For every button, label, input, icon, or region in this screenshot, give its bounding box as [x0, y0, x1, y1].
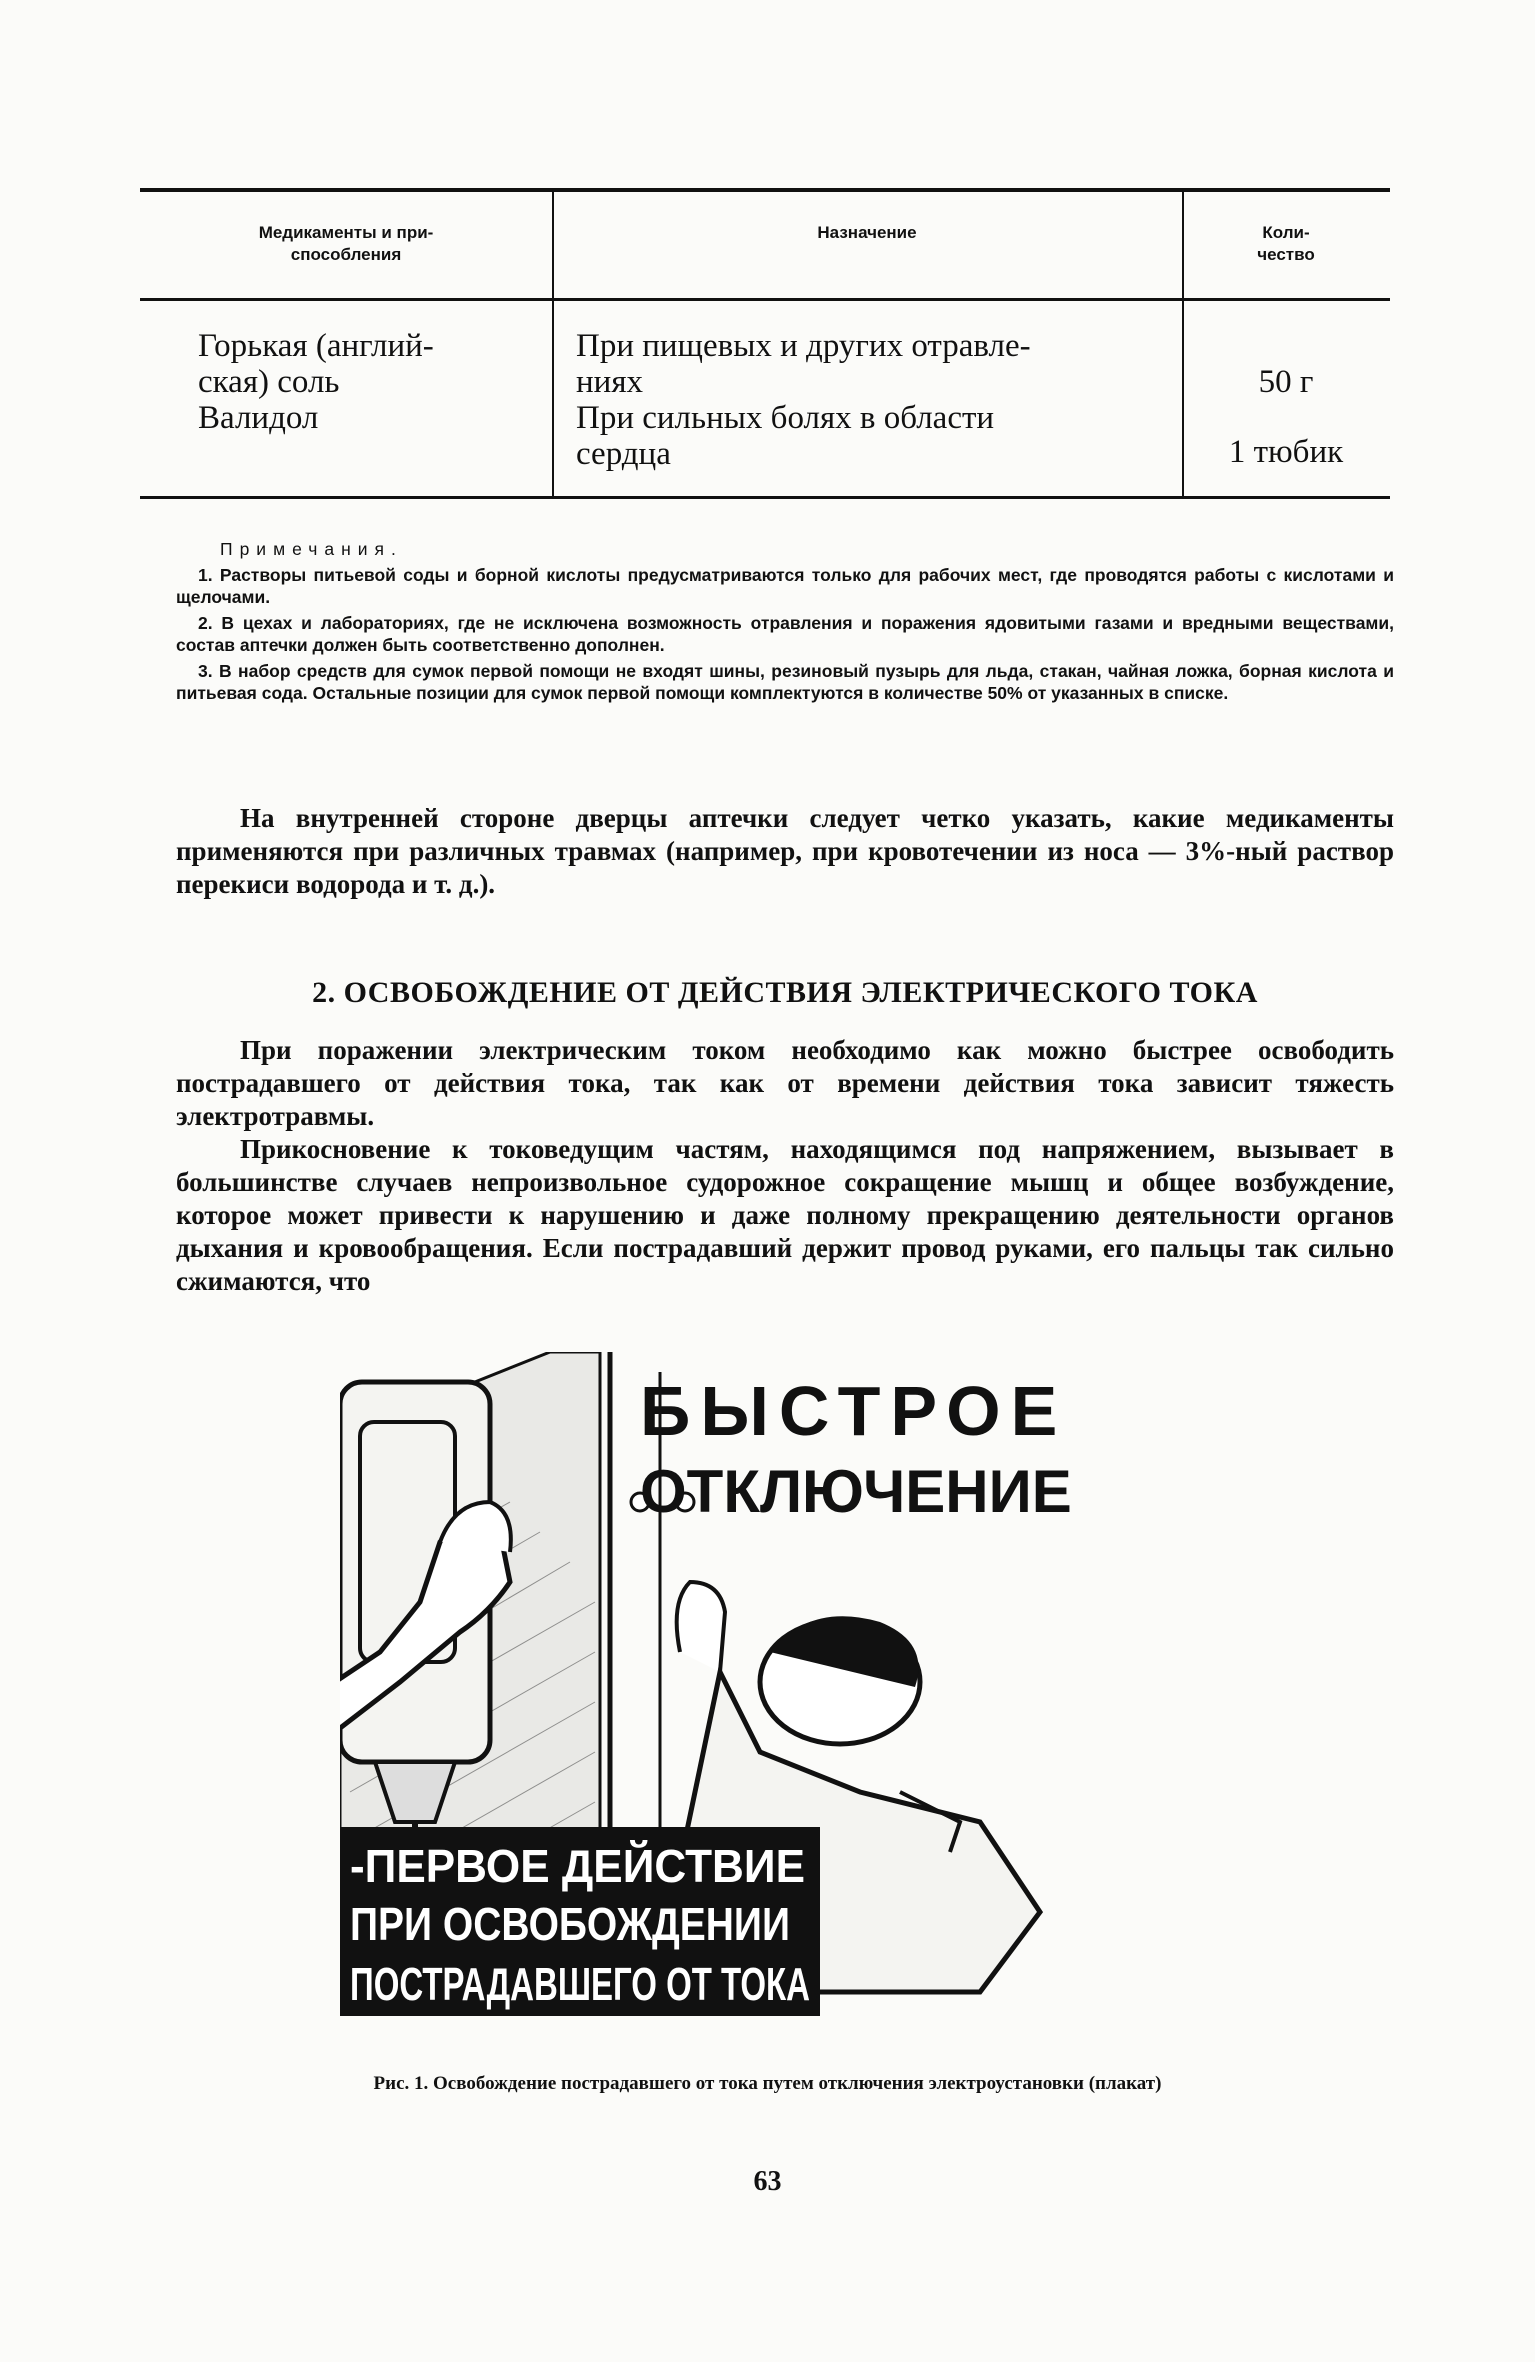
table-cell-purpose: При пищевых и других отравле- ниях При сильных болях в области сердца — [576, 328, 1031, 472]
table-cell-quantity: 1 тюбик — [1228, 434, 1344, 470]
section-heading: 2. ОСВОБОЖДЕНИЕ ОТ ДЕЙСТВИЯ ЭЛЕКТРИЧЕСКОГО ТОКА — [312, 976, 1258, 1009]
table-cell-quantity: 50 г — [1258, 364, 1314, 400]
poster-headline-1: БЫСТРОЕ — [640, 1372, 1068, 1450]
table-bottom-rule — [140, 496, 1390, 499]
table-header-items: Медикаменты и при- способления — [258, 223, 434, 264]
body-paragraph — [176, 802, 1394, 901]
table-notes — [176, 538, 1394, 708]
paragraph-text: На внутренней стороне дверцы аптечки следует четко указать, какие медикаменты применяются при различных травмах (например, при кровотечении из носа — 3%-ный раствор перекиси водорода и т. д.). — [176, 803, 1394, 899]
figure-caption: Рис. 1. Освобождение пострадавшего от тока путем отключения электроустановки (плакат) — [373, 2073, 1162, 2094]
poster-banner-line-1: -ПЕРВОЕ ДЕЙСТВИЕ — [350, 1840, 805, 1892]
paragraph-text: При поражении электрическим током необходимо как можно быстрее освободить пострадавшего от действия тока, так как от времени действия тока зависит тяжесть электротравмы. — [176, 1035, 1394, 1131]
poster-illustration — [340, 1352, 1224, 2016]
victim-hand-on-wire — [677, 1582, 725, 1672]
table-cell-item: Горькая (англий- ская) соль Валидол — [198, 328, 434, 436]
table-header-rule — [140, 298, 1390, 301]
body-paragraphs — [176, 1034, 1394, 1298]
table-header-quantity: Коли- чество — [1257, 223, 1315, 264]
paragraph-text: Прикосновение к токоведущим частям, находящимся под напряжением, вызывает в большинстве случаев непроизвольное судорожное сокращение мышц и общее возбуждение, которое может привести к нарушению и даже полному прекращению деятельности органов дыхания и кровообращения. Если пострадавший держит провод руками, его пальцы так сильно сжимаются, что — [176, 1134, 1394, 1296]
poster-banner-line-3: ПОСТРАДАВШЕГО ОТ ТОКА — [350, 1958, 810, 2010]
notes-title: Примечания. — [220, 539, 403, 559]
table-top-rule — [140, 188, 1390, 192]
poster-banner-line-2: ПРИ ОСВОБОЖДЕНИИ — [350, 1898, 790, 1950]
page-number: 63 — [753, 2166, 782, 2197]
table-header-purpose: Назначение — [817, 223, 917, 242]
poster-headline-2: ОТКЛЮЧЕНИЕ — [640, 1458, 1072, 1525]
note-item: 3. В набор средств для сумок первой помощи не входят шины, резиновый пузырь для льда, стакан, чайная ложка, борная кислота и питьевая сода. Остальные позиции для сумок первой помощи комплектуются в количестве 50% от указанных в списке. — [176, 661, 1394, 703]
note-item: 2. В цехах и лабораториях, где не исключена возможность отравления и поражения ядовитыми газами и вредными веществами, состав аптечки должен быть соответственно дополнен. — [176, 613, 1394, 655]
note-item: 1. Растворы питьевой соды и борной кислоты предусматриваются только для рабочих мест, где проводятся работы с кислотами и щелочами. — [176, 565, 1394, 607]
